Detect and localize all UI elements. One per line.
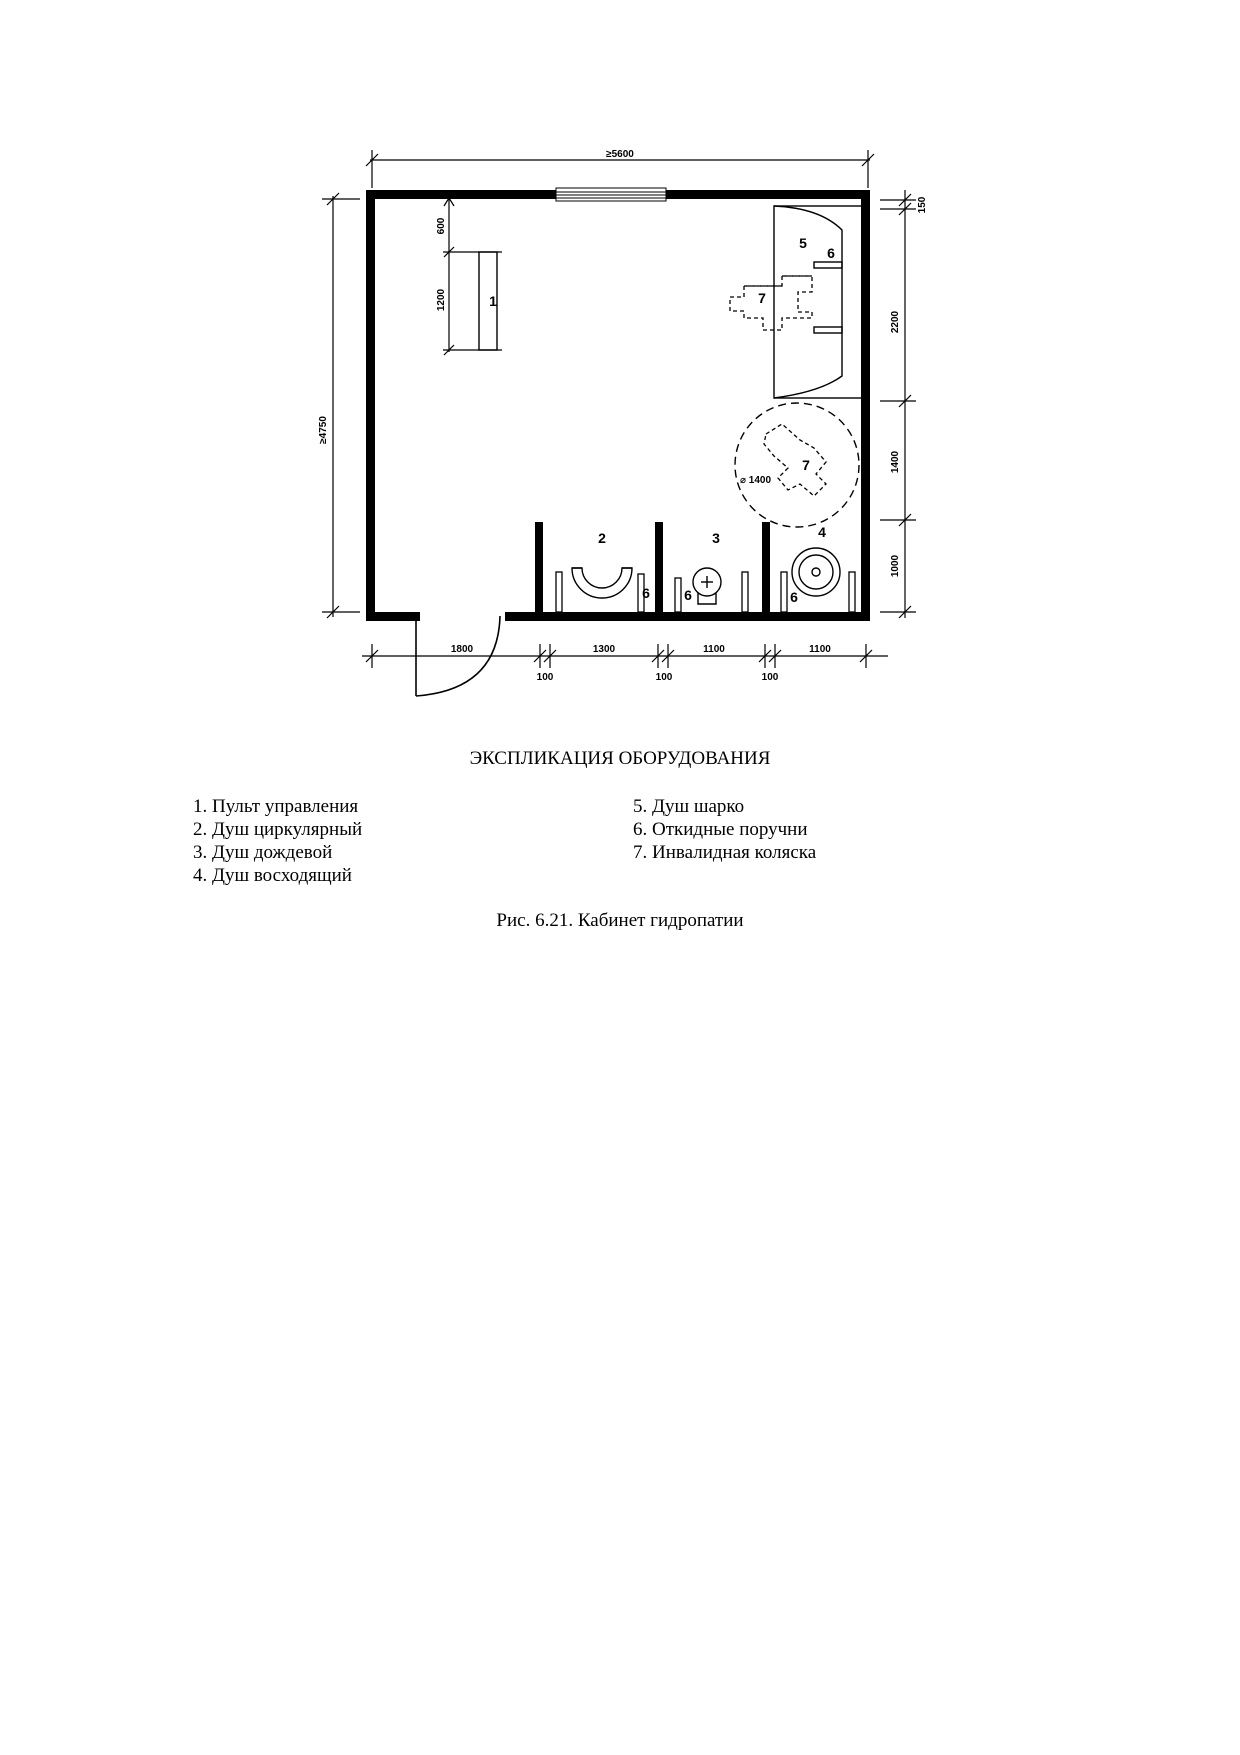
turning-circle	[735, 403, 859, 527]
dim-100-a: 100	[536, 672, 554, 683]
dim-1000: 1000	[890, 554, 901, 578]
floor-plan	[0, 0, 1240, 720]
dim-1400: 1400	[890, 450, 901, 474]
wheelchair-icon	[730, 276, 812, 330]
dim-150: 150	[917, 196, 928, 214]
walls	[366, 190, 870, 621]
label-item-4: 4	[818, 524, 826, 540]
label-item-6-circular: 6	[642, 585, 650, 601]
charcot-shower	[774, 206, 862, 398]
label-item-7-circle: 7	[802, 457, 810, 473]
circular-shower	[572, 568, 632, 598]
label-item-3: 3	[712, 530, 720, 546]
dim-100-b: 100	[655, 672, 673, 683]
legend-heading: ЭКСПЛИКАЦИЯ ОБОРУДОВАНИЯ	[469, 748, 771, 769]
label-item-6-ascending: 6	[790, 589, 798, 605]
dim-2200: 2200	[890, 310, 901, 334]
dim-top-width: ≥5600	[606, 149, 634, 160]
legend-right-column	[633, 795, 816, 864]
dim-1800: 1800	[450, 644, 474, 655]
ascending-shower	[792, 548, 840, 596]
label-item-7-charcot: 7	[758, 290, 766, 306]
dim-1300: 1300	[592, 644, 616, 655]
label-item-2: 2	[598, 530, 606, 546]
legend-item: 1. Пульт управления	[193, 796, 359, 817]
wheelchair-icon	[764, 424, 826, 496]
legend-item: 6. Откидные поручни	[633, 819, 808, 840]
label-item-1: 1	[489, 293, 497, 309]
window	[556, 188, 666, 201]
label-item-5: 5	[799, 235, 807, 251]
dim-100-c: 100	[761, 672, 779, 683]
legend-item: 7. Инвалидная коляска	[633, 842, 817, 863]
legend-item: 4. Душ восходящий	[193, 865, 352, 886]
dim-600: 600	[436, 217, 447, 235]
dim-1200: 1200	[436, 288, 447, 312]
legend-item: 5. Душ шарко	[633, 796, 745, 817]
dim-1100-b: 1100	[809, 644, 831, 655]
legend-item: 3. Душ дождевой	[193, 842, 333, 863]
label-item-6-rain: 6	[684, 587, 692, 603]
dim-1100-a: 1100	[703, 644, 725, 655]
rain-shower	[693, 568, 721, 604]
legend-item: 2. Душ циркулярный	[193, 819, 363, 840]
figure-caption: Рис. 6.21. Кабинет гидропатии	[496, 910, 744, 931]
dim-circle-diameter: ⌀ 1400	[740, 475, 772, 486]
legend-left-column	[193, 795, 362, 887]
label-item-6-charcot: 6	[827, 245, 835, 261]
dim-left-height: ≥4750	[318, 416, 329, 444]
